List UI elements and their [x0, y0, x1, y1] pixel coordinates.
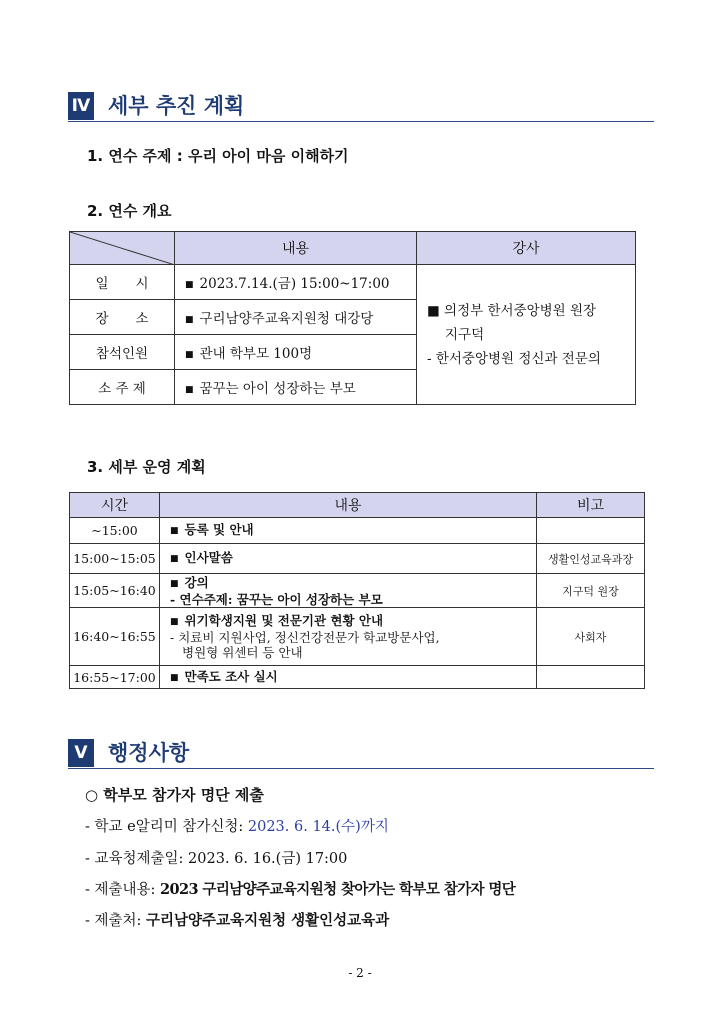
admin-line-4-label: - 제출처:: [85, 913, 147, 929]
row-value-text: 꿈꾸는 아이 성장하는 부모: [199, 381, 356, 397]
ops-detail: - 연수주제: 꿈꾸는 아이 성장하는 부모: [170, 591, 383, 607]
table-row: [70, 608, 645, 666]
overview-header-content: 내용: [175, 232, 417, 265]
admin-line-4-value: 구리남양주교육지원청 생활인성교육과: [146, 912, 390, 929]
bullet-icon: ■: [170, 617, 179, 627]
admin-line-4: [85, 911, 389, 931]
ops-header-note: 비고: [537, 493, 645, 518]
ops-time: 15:00~15:05: [70, 544, 160, 574]
ops-title: 인사말씀: [184, 550, 233, 565]
diagonal-line: [70, 232, 175, 265]
ops-note: 생활인성교육과장: [537, 544, 645, 574]
row-label: 소 주 제: [70, 370, 175, 405]
lecturer-cell: [417, 265, 636, 405]
section-4-header: [68, 92, 654, 122]
row-value: [175, 300, 417, 335]
ops-title: 강의: [184, 574, 209, 590]
ops-note: 지구덕 원장: [537, 574, 645, 608]
operations-table: [69, 492, 645, 689]
ops-detail-2: 병원형 위센터 등 안내: [182, 645, 303, 660]
bullet-icon: ■: [170, 578, 179, 589]
diagonal-corner-cell: [70, 232, 175, 265]
ops-title: 만족도 조사 실시: [184, 668, 278, 684]
section-5-number: Ⅴ: [68, 739, 94, 767]
lecturer-line-1: ■ 의정부 한서중앙병원 원장: [427, 302, 597, 319]
row-label: 참석인원: [70, 335, 175, 370]
table-row: [70, 574, 645, 608]
row-value: [175, 370, 417, 405]
bullet-icon: ■: [170, 554, 179, 564]
lecturer-line-3: - 한서중앙병원 정신과 전문의: [427, 350, 601, 367]
bullet-icon: ■: [185, 385, 194, 395]
ops-note: [537, 666, 645, 689]
row-value-text: 구리남양주교육지원청 대강당: [199, 311, 374, 327]
ops-content: [160, 518, 537, 544]
bullet-icon: ■: [185, 315, 194, 325]
ops-title: 위기학생지원 및 전문기관 현황 안내: [184, 613, 384, 628]
row-value: [175, 265, 417, 300]
page-number: - 2 -: [348, 966, 372, 980]
admin-line-1-label: - 학교 e알리미 참가신청:: [85, 819, 248, 835]
ops-header-content: 내용: [160, 493, 537, 518]
admin-line-1: [85, 817, 389, 837]
admin-line-3-label: - 제출내용:: [85, 882, 161, 898]
row-value: [175, 335, 417, 370]
admin-line-3-value: 2023 구리남양주교육지원청 찾아가는 학부모 참가자 명단: [160, 881, 516, 898]
bullet-icon: ■: [170, 672, 179, 683]
admin-heading: ○ 학부모 참가자 명단 제출: [85, 786, 264, 804]
operation-plan-heading: 3. 세부 운영 계획: [87, 458, 206, 476]
overview-table: [69, 231, 636, 405]
ops-title: 등록 및 안내: [184, 522, 254, 537]
ops-time: 15:05~16:40: [70, 574, 160, 608]
section-4-title: 세부 추진 계획: [108, 94, 245, 118]
ops-time: ~15:00: [70, 518, 160, 544]
ops-content: [160, 574, 537, 608]
ops-note: [537, 518, 645, 544]
section-5-header: [68, 739, 654, 769]
ops-detail: - 치료비 지원사업, 정신건강전문가 학교방문사업,: [170, 630, 440, 645]
ops-time: 16:55~17:00: [70, 666, 160, 689]
table-row: [70, 518, 645, 544]
table-row: [70, 544, 645, 574]
ops-header-time: 시간: [70, 493, 160, 518]
ops-content: [160, 544, 537, 574]
ops-content: [160, 666, 537, 689]
admin-line-3: [85, 880, 515, 900]
section-5-title: 행정사항: [108, 741, 190, 765]
bullet-icon: ■: [185, 350, 194, 360]
training-topic: 1. 연수 주제 : 우리 아이 마음 이해하기: [87, 147, 349, 165]
table-row: [70, 666, 645, 689]
overview-heading: 2. 연수 개요: [87, 202, 172, 220]
row-label: 일 시: [70, 265, 175, 300]
section-4-number: Ⅳ: [68, 92, 94, 120]
row-label: 장 소: [70, 300, 175, 335]
admin-line-1-date: 2023. 6. 14.(수)까지: [247, 819, 389, 835]
overview-header-lecturer: 강사: [417, 232, 636, 265]
lecturer-line-2: 지구덕: [445, 326, 485, 343]
bullet-icon: ■: [170, 526, 179, 536]
ops-content: [160, 608, 537, 666]
row-value-text: 관내 학부모 100명: [199, 346, 313, 362]
row-value-text: 2023.7.14.(금) 15:00~17:00: [199, 276, 390, 292]
bullet-icon: ■: [185, 280, 194, 290]
admin-line-2: - 교육청제출일: 2023. 6. 16.(금) 17:00: [85, 851, 348, 867]
ops-note: 사회자: [537, 608, 645, 666]
ops-time: 16:40~16:55: [70, 608, 160, 666]
